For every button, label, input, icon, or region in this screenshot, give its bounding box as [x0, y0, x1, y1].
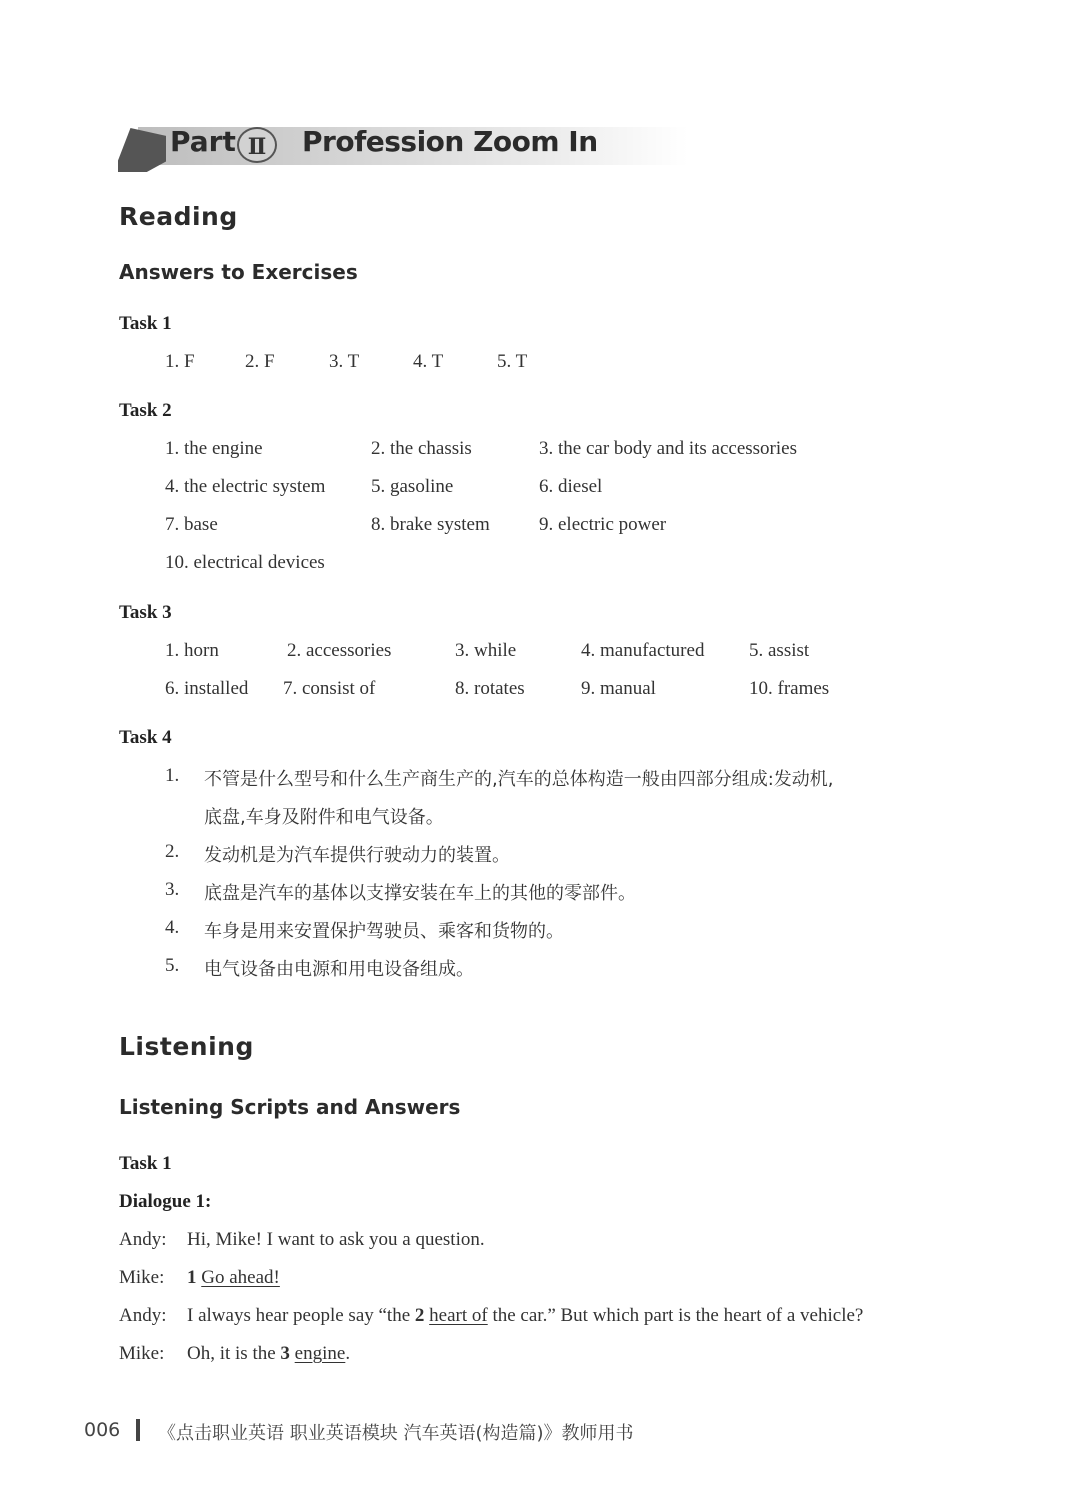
task4-item-number: 1. [165, 765, 180, 786]
listening-subheading: Listening Scripts and Answers [119, 1095, 461, 1119]
task4-item-text: 发动机是为汽车提供行驶动力的装置。 [204, 845, 510, 866]
banner-pentagon-icon [118, 128, 166, 172]
task2-answer: 6. diesel [539, 476, 603, 497]
task3-answer: 8. rotates [455, 678, 525, 699]
task3-answer: 6. installed [165, 678, 249, 699]
task4-item-text: 车身是用来安置保护驾驶员、乘客和货物的。 [204, 921, 564, 942]
task2-answer: 8. brake system [371, 514, 490, 535]
footer-book-title: 《点击职业英语 职业英语模块 汽车英语(构造篇)》教师用书 [158, 1423, 634, 1444]
task2-answer: 3. the car body and its accessories [539, 438, 797, 459]
task3-answer: 1. horn [165, 640, 219, 661]
task2-label: Task 2 [119, 400, 172, 421]
task2-answer: 5. gasoline [371, 476, 454, 497]
part-banner [118, 122, 688, 174]
listening-task1-label: Task 1 [119, 1153, 172, 1174]
task4-item-text: 不管是什么型号和什么生产商生产的,汽车的总体构造一般由四部分组成:发动机, [204, 769, 834, 790]
task3-label: Task 3 [119, 602, 172, 623]
task3-answer: 10. frames [749, 678, 830, 699]
dialogue-speaker: Andy: [119, 1229, 167, 1250]
dialogue-speaker: Mike: [119, 1343, 165, 1364]
dialogue-label: Dialogue 1: [119, 1191, 212, 1212]
task2-answer: 10. electrical devices [165, 552, 325, 573]
task4-label: Task 4 [119, 727, 172, 748]
page-number: 006 [84, 1419, 121, 1441]
blank-answer: Go ahead! [201, 1267, 280, 1288]
task2-answer: 7. base [165, 514, 218, 535]
task1-answer: 3. T [329, 351, 360, 372]
reading-heading: Reading [119, 202, 238, 231]
task4-item-number: 2. [165, 841, 180, 862]
task4-item-number: 3. [165, 879, 180, 900]
task4-item-text: 底盘,车身及附件和电气设备。 [204, 807, 444, 828]
task3-answer: 7. consist of [283, 678, 376, 699]
blank-number: 2 [414, 1305, 425, 1326]
blank-answer: engine [294, 1343, 346, 1364]
task2-answer: 1. the engine [165, 438, 263, 459]
task4-item-number: 4. [165, 917, 180, 938]
answers-subheading: Answers to Exercises [119, 260, 358, 284]
task4-item-number: 5. [165, 955, 180, 976]
task2-answer: 4. the electric system [165, 476, 326, 497]
task1-answer: 4. T [413, 351, 444, 372]
task1-answer: 1. F [165, 351, 195, 372]
task3-answer: 5. assist [749, 640, 810, 661]
blank-number: 1 [187, 1267, 197, 1288]
task2-answer: 9. electric power [539, 514, 667, 535]
blank-answer: heart of [429, 1305, 488, 1326]
task1-label: Task 1 [119, 313, 172, 334]
task3-answer: 4. manufactured [581, 640, 705, 661]
task4-item-text: 电气设备由电源和用电设备组成。 [204, 959, 474, 980]
dialogue-text: Hi, Mike! I want to ask you a question. [187, 1229, 485, 1250]
dialogue-text [187, 1267, 280, 1289]
task2-answer: 2. the chassis [371, 438, 472, 459]
banner-part-number: Ⅱ [237, 127, 277, 163]
footer-divider [136, 1419, 140, 1441]
listening-heading: Listening [119, 1032, 254, 1061]
dialogue-speaker: Mike: [119, 1267, 165, 1288]
task1-answer: 5. T [497, 351, 528, 372]
dialogue-text: Oh, it is the 3 engine. [187, 1343, 351, 1364]
task3-answer: 9. manual [581, 678, 656, 699]
banner-title: Profession Zoom In [302, 125, 598, 158]
task3-answer: 3. while [455, 640, 517, 661]
task3-answer: 2. accessories [287, 640, 392, 661]
task4-item-text: 底盘是汽车的基体以支撑安装在车上的其他的零部件。 [204, 883, 636, 904]
blank-number: 3 [280, 1343, 290, 1364]
dialogue-speaker: Andy: [119, 1305, 167, 1326]
task1-answer: 2. F [245, 351, 275, 372]
dialogue-text: I always hear people say “the 2 heart of the car.” But which part is the heart of a vehicle? [187, 1305, 864, 1326]
banner-part-label: Part [170, 125, 236, 158]
